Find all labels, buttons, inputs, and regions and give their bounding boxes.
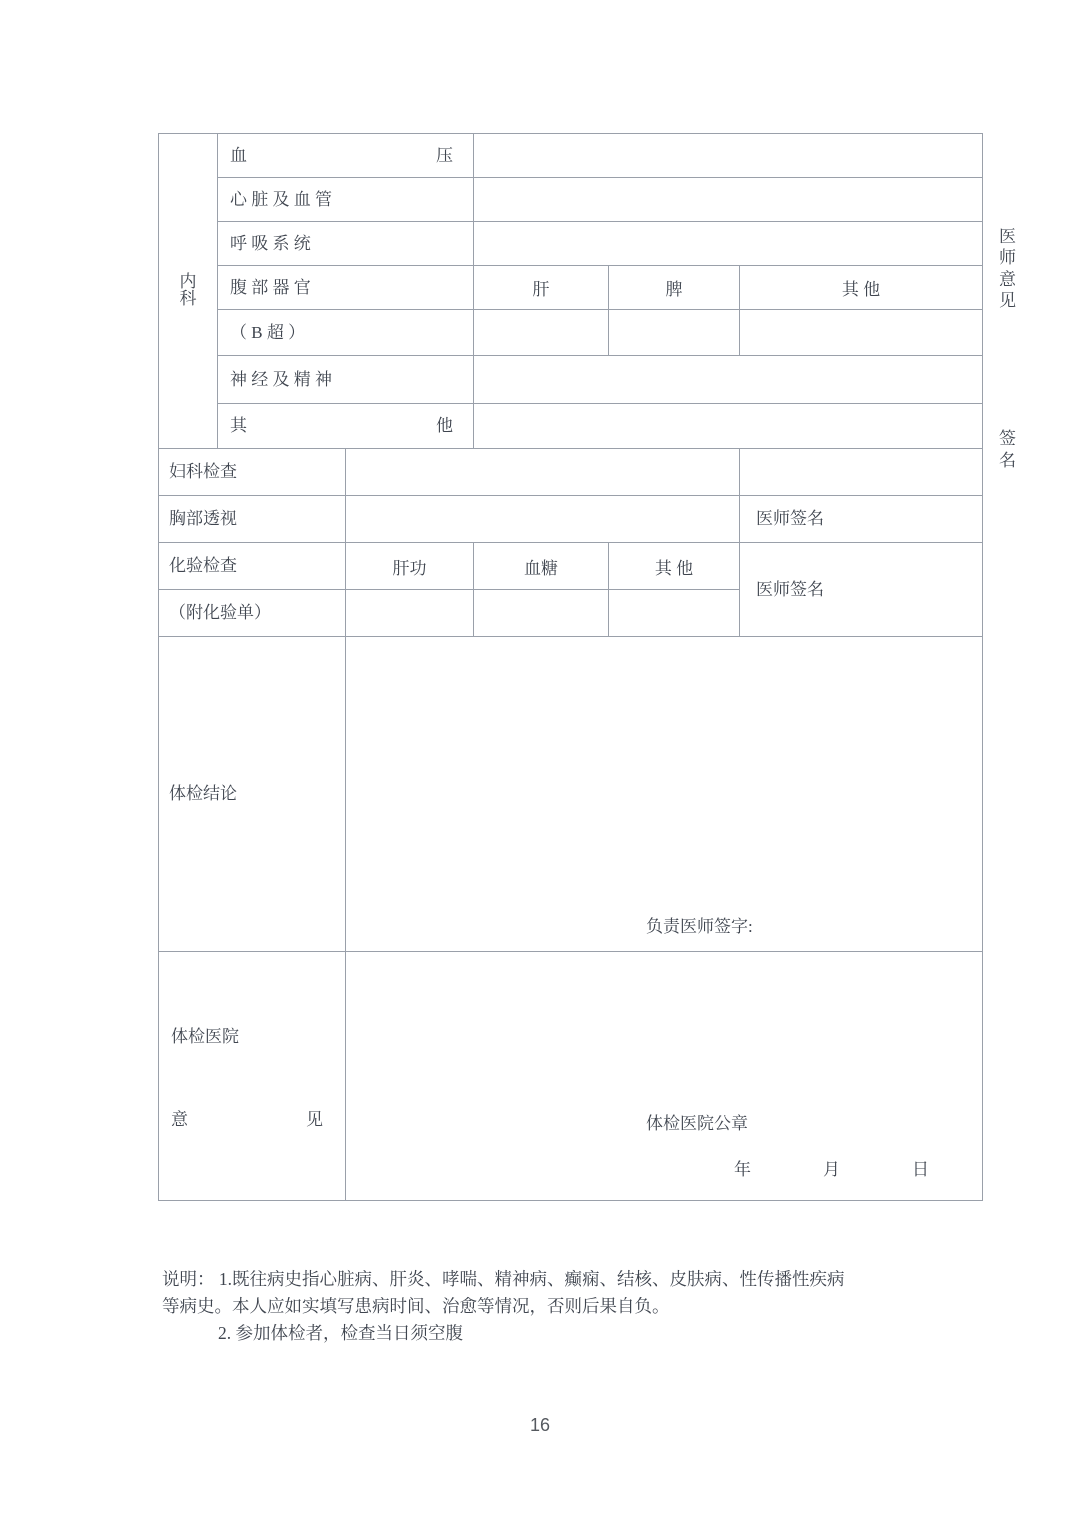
lab-signature-label: 医师签名 [756, 579, 824, 599]
row-label-lab-line2 [159, 590, 346, 637]
table-row-conclusion [159, 637, 983, 952]
table-row-neuro-psych [159, 356, 983, 404]
internal-signature-label: 签名 [999, 429, 1017, 470]
note-line-3: 2. 参加体检者，检查当日须空腹 [218, 1323, 463, 1344]
table-row-blood-pressure [159, 134, 983, 178]
row-label-chest-fluoroscopy [159, 496, 346, 543]
row-label-respiratory [218, 222, 474, 266]
form-notes [162, 1266, 972, 1347]
table-row-chest-fluoroscopy [159, 496, 983, 543]
lab-label-line2: （附化验单） [169, 603, 271, 623]
value-gynecology[interactable] [346, 449, 740, 496]
lab-value-liver-function[interactable] [346, 590, 474, 637]
neuro-psych-label: 神 经 及 精 神 [230, 369, 332, 389]
abdomen-value-other[interactable] [740, 310, 983, 356]
lab-signature-cell[interactable] [740, 543, 983, 637]
abdomen-column-spleen: 脾 [609, 266, 740, 310]
value-blood-pressure[interactable] [474, 134, 983, 178]
blood-pressure-label-right: 压 [436, 145, 453, 165]
table-row-lab-header [159, 543, 983, 590]
lab-value-blood-glucose[interactable] [474, 590, 609, 637]
heart-vessels-label: 心 脏 及 血 管 [230, 189, 332, 209]
gynecology-label: 妇科检查 [169, 462, 237, 482]
value-chest-fluoroscopy[interactable] [346, 496, 740, 543]
abdomen-label-line1: 腹 部 器 官 [230, 277, 311, 297]
lab-value-other[interactable] [609, 590, 740, 637]
abdomen-label-line2: （ B 超 ） [230, 322, 306, 342]
abdomen-column-liver: 肝 [474, 266, 609, 310]
row-label-lab-line1 [159, 543, 346, 590]
dept-label-line2: 科 [179, 289, 197, 308]
abdomen-value-liver[interactable] [474, 310, 609, 356]
table-row-abdomen-values [159, 310, 983, 356]
row-label-heart-vessels [218, 178, 474, 222]
hospital-seal-label: 体检医院公章 [646, 1114, 748, 1133]
internal-other-label-right: 他 [436, 416, 453, 436]
chest-fluoroscopy-label: 胸部透视 [169, 509, 237, 529]
doctor-opinion-label: 医师意见 [999, 227, 1017, 310]
row-label-blood-pressure [218, 134, 474, 178]
hospital-opinion-value-cell[interactable] [346, 952, 983, 1201]
conclusion-value-cell[interactable] [346, 637, 983, 952]
respiratory-label: 呼 吸 系 统 [230, 233, 311, 253]
dept-internal-medicine-label [159, 134, 218, 449]
row-label-abdomen-line1 [218, 266, 474, 310]
chest-signature-cell[interactable] [740, 496, 983, 543]
lab-column-liver-function: 肝功 [346, 543, 474, 590]
lab-column-blood-glucose: 血糖 [474, 543, 609, 590]
internal-other-label-left: 其 [230, 416, 247, 436]
table-row-abdomen-header [159, 266, 983, 310]
conclusion-label: 体检结论 [169, 784, 237, 804]
note-line-2: 等病史。本人应如实填写患病时间、治愈等情况，否则后果自负。 [162, 1296, 670, 1317]
row-label-neuro-psych [218, 356, 474, 404]
blood-pressure-label-left: 血 [230, 145, 247, 165]
date-month-label: 月 [823, 1160, 840, 1179]
note-line-1: 说明： 1.既往病史指心脏病、肝炎、哮喘、精神病、癫痫、结核、皮肤病、性传播性疾病 [162, 1269, 845, 1289]
abdomen-value-spleen[interactable] [609, 310, 740, 356]
value-internal-other[interactable] [474, 404, 983, 449]
table-row-gynecology [159, 449, 983, 496]
table-row-hospital-opinion [159, 952, 983, 1201]
value-heart-vessels[interactable] [474, 178, 983, 222]
lab-label-line1: 化验检查 [169, 556, 237, 576]
value-respiratory[interactable] [474, 222, 983, 266]
hospital-opinion-label-line2-left: 意 [171, 1110, 188, 1129]
abdomen-column-other: 其 他 [740, 266, 983, 310]
page-number: 16 [529, 1415, 551, 1435]
responsible-doctor-signature-label: 负责医师签字: [646, 917, 753, 936]
hospital-opinion-label-line2-right: 见 [306, 1110, 323, 1129]
hospital-opinion-label-line1: 体检医院 [171, 1027, 239, 1046]
medical-examination-form [158, 133, 1017, 1201]
row-label-gynecology [159, 449, 346, 496]
row-label-internal-other [218, 404, 474, 449]
conclusion-label-cell [159, 637, 346, 952]
date-year-label: 年 [734, 1160, 751, 1179]
chest-signature-label: 医师签名 [756, 509, 824, 529]
date-day-label: 日 [912, 1160, 929, 1179]
table-row-respiratory [159, 222, 983, 266]
dept-label-line1: 内 [179, 272, 197, 291]
hospital-date-line [734, 1155, 929, 1180]
table-row-internal-other [159, 404, 983, 449]
hospital-opinion-label-cell [159, 952, 346, 1201]
lab-column-other: 其 他 [609, 543, 740, 590]
value-neuro-psych[interactable] [474, 356, 983, 404]
table-row-heart-vessels [159, 178, 983, 222]
row-label-abdomen-line2 [218, 310, 474, 356]
